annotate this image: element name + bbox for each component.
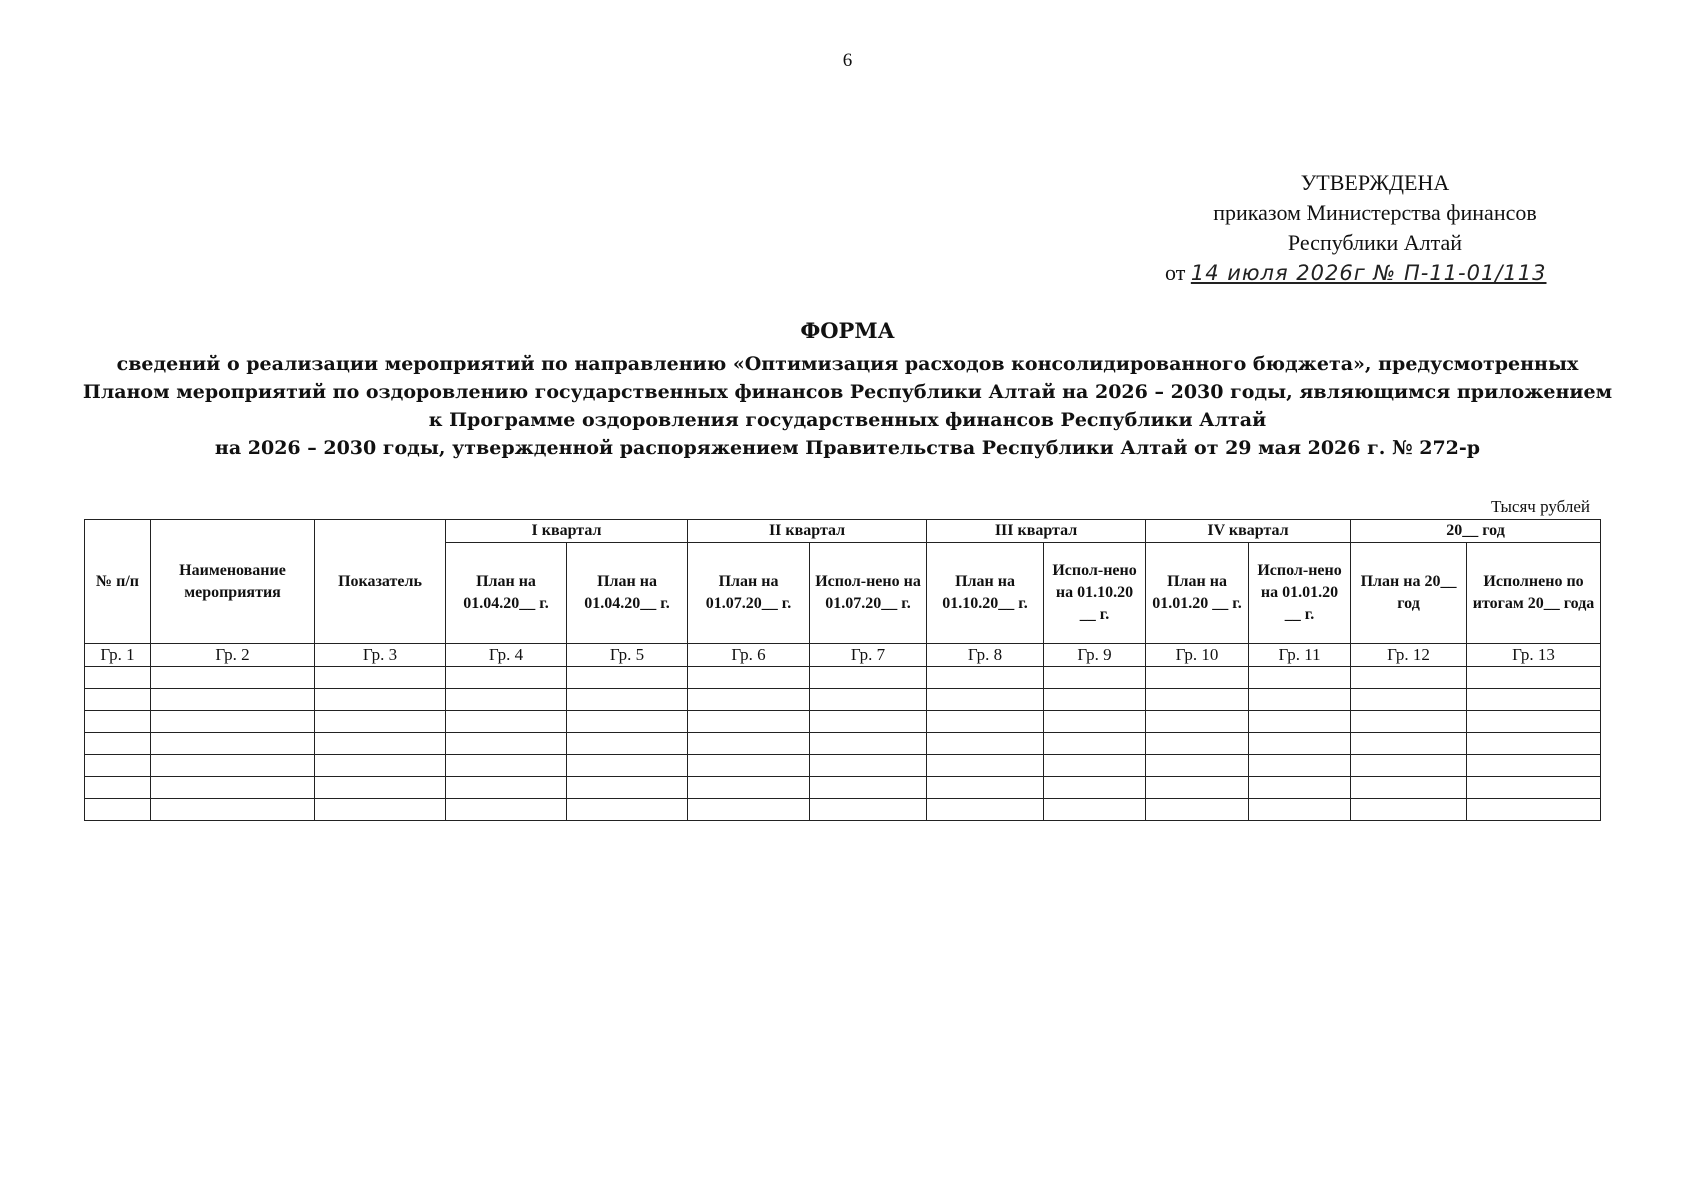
subtitle-line: к Программе оздоровления государственных финансов Республики Алтай xyxy=(428,409,1267,431)
table-cell[interactable] xyxy=(1467,799,1601,821)
table-cell[interactable] xyxy=(927,777,1044,799)
group-label: Гр. 4 xyxy=(446,644,567,667)
table-row xyxy=(85,799,1601,821)
header-num: № п/п xyxy=(85,520,151,644)
table-cell[interactable] xyxy=(1044,711,1146,733)
table-cell[interactable] xyxy=(810,689,927,711)
table-cell[interactable] xyxy=(810,733,927,755)
approval-line-order: приказом Министерства финансов xyxy=(1213,200,1537,225)
table-cell[interactable] xyxy=(446,689,567,711)
table-cell[interactable] xyxy=(151,799,315,821)
table-cell[interactable] xyxy=(688,755,810,777)
table-cell[interactable] xyxy=(1146,733,1249,755)
table-cell[interactable] xyxy=(85,799,151,821)
table-cell[interactable] xyxy=(85,733,151,755)
table-cell[interactable] xyxy=(688,711,810,733)
subheader-cell: Испол-нено на 01.01.20 __ г. xyxy=(1249,543,1351,644)
table-cell[interactable] xyxy=(688,777,810,799)
table-row xyxy=(85,667,1601,689)
units-label: Тысяч рублей xyxy=(1490,497,1590,516)
table-cell[interactable] xyxy=(1249,667,1351,689)
group-label: Гр. 10 xyxy=(1146,644,1249,667)
table-cell[interactable] xyxy=(1044,755,1146,777)
table-cell[interactable] xyxy=(567,711,688,733)
subheader-cell: Исполнено по итогам 20__ года xyxy=(1467,543,1601,644)
table-cell[interactable] xyxy=(85,689,151,711)
subheader-cell: План на 01.01.20 __ г. xyxy=(1146,543,1249,644)
table-cell[interactable] xyxy=(1467,689,1601,711)
table-cell[interactable] xyxy=(315,799,446,821)
table-cell[interactable] xyxy=(1467,755,1601,777)
table-cell[interactable] xyxy=(1351,667,1467,689)
table-cell[interactable] xyxy=(567,755,688,777)
group-label: Гр. 7 xyxy=(810,644,927,667)
table-cell[interactable] xyxy=(446,667,567,689)
subtitle-line: сведений о реализации мероприятий по направлению «Оптимизация расходов консолидированного бюджета», предусмотренных xyxy=(116,353,1579,375)
subheader-cell: План на 01.04.20__ г. xyxy=(567,543,688,644)
table-cell[interactable] xyxy=(567,689,688,711)
table-row xyxy=(85,689,1601,711)
table-cell[interactable] xyxy=(567,777,688,799)
approval-stamp xyxy=(1140,168,1610,288)
group-numbers-row xyxy=(85,644,1601,667)
table-cell[interactable] xyxy=(446,733,567,755)
table-row xyxy=(85,755,1601,777)
table-cell[interactable] xyxy=(446,799,567,821)
form-title: ФОРМА xyxy=(800,318,895,343)
subtitle-line: на 2026 – 2030 годы, утвержденной распоряжением Правительства Республики Алтай от 29 мая 2026 г. № 272-р xyxy=(214,437,1481,459)
table-cell[interactable] xyxy=(315,711,446,733)
table-cell[interactable] xyxy=(151,667,315,689)
table-cell[interactable] xyxy=(1249,755,1351,777)
table-cell[interactable] xyxy=(810,755,927,777)
group-label: Гр. 5 xyxy=(567,644,688,667)
table-cell[interactable] xyxy=(927,799,1044,821)
table-cell[interactable] xyxy=(1351,777,1467,799)
table-cell[interactable] xyxy=(1146,689,1249,711)
table-cell[interactable] xyxy=(446,777,567,799)
table-cell[interactable] xyxy=(1351,689,1467,711)
table-cell[interactable] xyxy=(688,799,810,821)
table-cell[interactable] xyxy=(315,667,446,689)
header-quarter-2: II квартал xyxy=(688,520,927,543)
table-cell[interactable] xyxy=(1146,711,1249,733)
header-quarter-3: III квартал xyxy=(927,520,1146,543)
approval-date-line xyxy=(1140,258,1610,288)
table-row xyxy=(85,711,1601,733)
table-cell[interactable] xyxy=(151,733,315,755)
page-number: 6 xyxy=(842,50,853,71)
header-event-name: Наименование мероприятия xyxy=(151,520,315,644)
subheader-cell: Испол-нено на 01.07.20__ г. xyxy=(810,543,927,644)
header-year: 20__ год xyxy=(1351,520,1601,543)
table-cell[interactable] xyxy=(567,667,688,689)
table-cell[interactable] xyxy=(446,711,567,733)
subheader-cell: План на 01.10.20__ г. xyxy=(927,543,1044,644)
table-cell[interactable] xyxy=(85,755,151,777)
table-cell[interactable] xyxy=(1146,755,1249,777)
table-cell[interactable] xyxy=(1249,689,1351,711)
table-cell[interactable] xyxy=(810,799,927,821)
table-row xyxy=(85,777,1601,799)
table-cell[interactable] xyxy=(1249,799,1351,821)
subheader-cell: Испол-нено на 01.10.20 __ г. xyxy=(1044,543,1146,644)
table-cell[interactable] xyxy=(315,755,446,777)
group-label: Гр. 13 xyxy=(1467,644,1601,667)
table-cell[interactable] xyxy=(688,667,810,689)
table-cell[interactable] xyxy=(1467,667,1601,689)
table-cell[interactable] xyxy=(1044,689,1146,711)
group-label: Гр. 6 xyxy=(688,644,810,667)
header-quarter-1: I квартал xyxy=(446,520,688,543)
empty-rows-body xyxy=(85,667,1601,821)
group-label: Гр. 11 xyxy=(1249,644,1351,667)
approval-date-prefix: от xyxy=(1165,260,1186,285)
table-cell[interactable] xyxy=(810,667,927,689)
table-cell[interactable] xyxy=(85,711,151,733)
table-cell[interactable] xyxy=(810,711,927,733)
subheader-cell: План на 01.04.20__ г. xyxy=(446,543,567,644)
table-cell[interactable] xyxy=(1146,799,1249,821)
table-cell[interactable] xyxy=(1044,733,1146,755)
table-cell[interactable] xyxy=(927,689,1044,711)
table-cell[interactable] xyxy=(85,667,151,689)
header-row-quarters xyxy=(85,520,1601,543)
header-indicator: Показатель xyxy=(315,520,446,644)
table-cell[interactable] xyxy=(1351,799,1467,821)
table-cell[interactable] xyxy=(567,799,688,821)
table-cell[interactable] xyxy=(927,733,1044,755)
table-cell[interactable] xyxy=(688,733,810,755)
table-cell[interactable] xyxy=(151,777,315,799)
header-quarter-4: IV квартал xyxy=(1146,520,1351,543)
table-row xyxy=(85,733,1601,755)
approval-line-republic: Республики Алтай xyxy=(1287,230,1463,255)
table-cell[interactable] xyxy=(1044,799,1146,821)
table-cell[interactable] xyxy=(151,711,315,733)
table-cell[interactable] xyxy=(1249,711,1351,733)
subheader-cell: План на 01.07.20__ г. xyxy=(688,543,810,644)
group-label: Гр. 8 xyxy=(927,644,1044,667)
table-cell[interactable] xyxy=(315,777,446,799)
table-cell[interactable] xyxy=(85,777,151,799)
table-cell[interactable] xyxy=(315,689,446,711)
table-cell[interactable] xyxy=(151,689,315,711)
table-cell[interactable] xyxy=(1249,777,1351,799)
table-cell[interactable] xyxy=(1146,667,1249,689)
table-cell[interactable] xyxy=(927,667,1044,689)
table-cell[interactable] xyxy=(1146,777,1249,799)
group-label: Гр. 3 xyxy=(315,644,446,667)
table-cell[interactable] xyxy=(567,733,688,755)
table-cell[interactable] xyxy=(1044,667,1146,689)
group-label: Гр. 12 xyxy=(1351,644,1467,667)
table-cell[interactable] xyxy=(446,755,567,777)
subtitle-line: Планом мероприятий по оздоровлению государственных финансов Республики Алтай на 2026 – 2030 годы, являющимся приложением xyxy=(82,381,1613,403)
table-cell[interactable] xyxy=(1467,777,1601,799)
table-cell[interactable] xyxy=(810,777,927,799)
table-cell[interactable] xyxy=(1351,755,1467,777)
table-cell[interactable] xyxy=(1249,733,1351,755)
table-cell[interactable] xyxy=(1351,711,1467,733)
table-cell[interactable] xyxy=(1467,733,1601,755)
table-cell[interactable] xyxy=(1467,711,1601,733)
subheader-cell: План на 20__ год xyxy=(1351,543,1467,644)
handwritten-date-number: 14 июля 2026г № П-11-01/113 xyxy=(1190,261,1547,285)
table-cell[interactable] xyxy=(315,733,446,755)
report-table xyxy=(84,519,1601,821)
table-cell[interactable] xyxy=(927,755,1044,777)
table-cell[interactable] xyxy=(1351,733,1467,755)
group-label: Гр. 2 xyxy=(151,644,315,667)
table-cell[interactable] xyxy=(1044,777,1146,799)
table-cell[interactable] xyxy=(927,711,1044,733)
approval-title: УТВЕРЖДЕНА xyxy=(1300,170,1450,195)
form-subtitle xyxy=(60,350,1635,462)
group-label: Гр. 9 xyxy=(1044,644,1146,667)
table-cell[interactable] xyxy=(151,755,315,777)
group-label: Гр. 1 xyxy=(85,644,151,667)
table-cell[interactable] xyxy=(688,689,810,711)
